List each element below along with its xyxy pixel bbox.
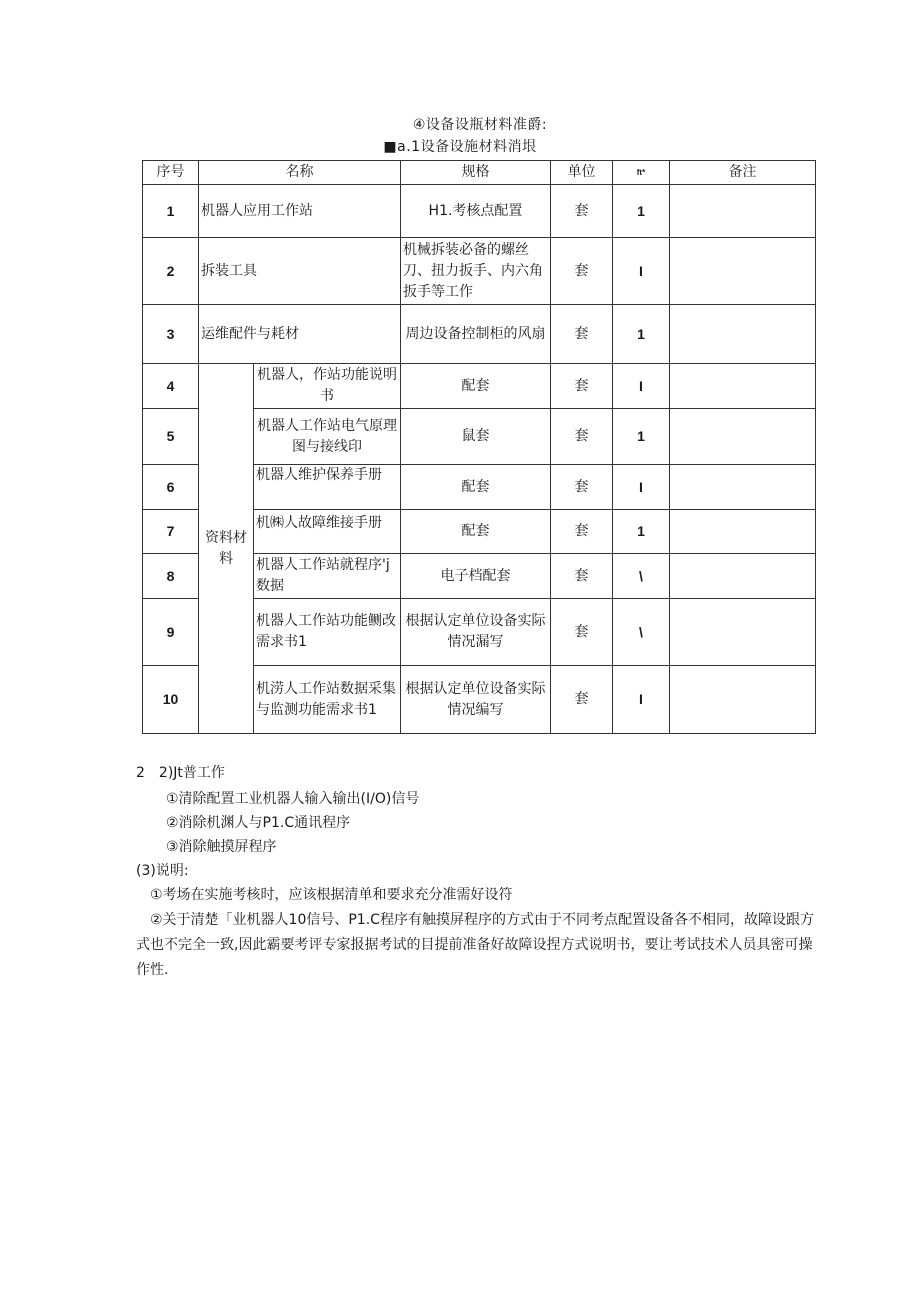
row-no: 8 xyxy=(143,554,199,599)
table-row xyxy=(143,305,816,364)
row-no: 3 xyxy=(143,305,199,364)
row-qty: I xyxy=(613,666,670,734)
row-no: 6 xyxy=(143,465,199,510)
row-note xyxy=(670,465,816,510)
row-unit: 套 xyxy=(551,305,613,364)
table-row xyxy=(143,185,816,238)
row-note xyxy=(670,510,816,554)
group-label-materials: 资料材料 xyxy=(199,364,254,734)
row-spec: 配套 xyxy=(401,364,551,409)
row-spec: 周边设备控制柜的风扇 xyxy=(401,305,551,364)
row-note xyxy=(670,554,816,599)
row-spec: 配套 xyxy=(401,510,551,554)
row-qty: \ xyxy=(613,599,670,666)
row-no: 9 xyxy=(143,599,199,666)
row-spec: 机械拆装必备的螺丝刀、扭力扳手、内六角扳手等工作 xyxy=(401,238,551,305)
row-spec: 电子档配套 xyxy=(401,554,551,599)
header-note: 备注 xyxy=(670,161,816,185)
header-name: 名称 xyxy=(199,161,401,185)
row-qty: I xyxy=(613,465,670,510)
row-name: 机器人工作站功能鲗改需求书1 xyxy=(254,599,401,666)
row-qty: I xyxy=(613,364,670,409)
section-3-item: ②关于清楚「业机器人10信号、P1.C程序有触摸屏程序的方式由于不同考点配置设备各不相同，故障设跟方式也不完全一致,因此霸要考评专家报据考试的目提前准备好故障设捏方式说明书，要让考试技术人员具密可操作性. xyxy=(136,912,814,978)
row-unit: 套 xyxy=(551,666,613,734)
row-name: 机器人工作站电气原理图与接线印 xyxy=(254,409,401,465)
header-unit: 单位 xyxy=(551,161,613,185)
row-qty: I xyxy=(613,238,670,305)
row-no: 4 xyxy=(143,364,199,409)
row-name: 机涝人工作站数据采集与监测功能需求书1 xyxy=(254,666,401,734)
row-no: 2 xyxy=(143,238,199,305)
section-2-item: ①清除配置工业机器人输入输出(I/O)信号 xyxy=(166,791,420,807)
row-qty: \ xyxy=(613,554,670,599)
row-name: 机㈱人故障维接手册 xyxy=(254,510,401,554)
row-unit: 套 xyxy=(551,510,613,554)
row-unit: 套 xyxy=(551,409,613,465)
row-no: 10 xyxy=(143,666,199,734)
row-spec: 根据认定单位设备实际情况漏写 xyxy=(401,599,551,666)
row-unit: 套 xyxy=(551,364,613,409)
section-3-item: ①考场在实施考核时，应该根据清单和要求充分准需好设符 xyxy=(150,887,513,903)
section-subheading: ④设备设瓶材料准爵: xyxy=(412,117,548,133)
row-note xyxy=(670,238,816,305)
row-no: 1 xyxy=(143,185,199,238)
row-note xyxy=(670,305,816,364)
row-unit: 套 xyxy=(551,465,613,510)
equipment-materials-table xyxy=(142,160,816,734)
row-name: 运维配件与耗材 xyxy=(199,305,401,364)
row-spec: 配套 xyxy=(401,465,551,510)
row-name: 拆装工具 xyxy=(199,238,401,305)
header-no: 序号 xyxy=(143,161,199,185)
row-note xyxy=(670,666,816,734)
row-unit: 套 xyxy=(551,185,613,238)
row-note xyxy=(670,185,816,238)
table-row xyxy=(143,364,816,409)
row-unit: 套 xyxy=(551,599,613,666)
row-note xyxy=(670,599,816,666)
header-qty: ft* xyxy=(613,161,670,185)
row-qty: 1 xyxy=(613,305,670,364)
row-spec: 鼠套 xyxy=(401,409,551,465)
row-qty: 1 xyxy=(613,185,670,238)
row-name: 机器人维护保养手册 xyxy=(254,465,401,510)
row-spec: 根据认定单位设备实际情况编写 xyxy=(401,666,551,734)
section-3-title: (3)说明: xyxy=(136,863,189,879)
section-2-title: 2 2)Jt普工作 xyxy=(136,765,225,781)
row-no: 7 xyxy=(143,510,199,554)
row-qty: 1 xyxy=(613,409,670,465)
table-caption: ■a.1设备设施材料消垠 xyxy=(383,139,537,155)
row-spec: H1.考核点配置 xyxy=(401,185,551,238)
row-name: 机器人，作站功能说明书 xyxy=(254,364,401,409)
row-note xyxy=(670,364,816,409)
row-unit: 套 xyxy=(551,238,613,305)
section-2-item: ②消除机渊人与P1.C通讯程序 xyxy=(166,815,351,831)
table-row xyxy=(143,238,816,305)
row-no: 5 xyxy=(143,409,199,465)
row-qty: 1 xyxy=(613,510,670,554)
section-2-item: ③消除触摸屏程序 xyxy=(166,839,277,855)
row-name: 机器人应用工作站 xyxy=(199,185,401,238)
row-note xyxy=(670,409,816,465)
header-spec: 规格 xyxy=(401,161,551,185)
row-unit: 套 xyxy=(551,554,613,599)
table-header-row xyxy=(143,161,816,185)
row-name: 机器人工作站就程序'j数据 xyxy=(254,554,401,599)
